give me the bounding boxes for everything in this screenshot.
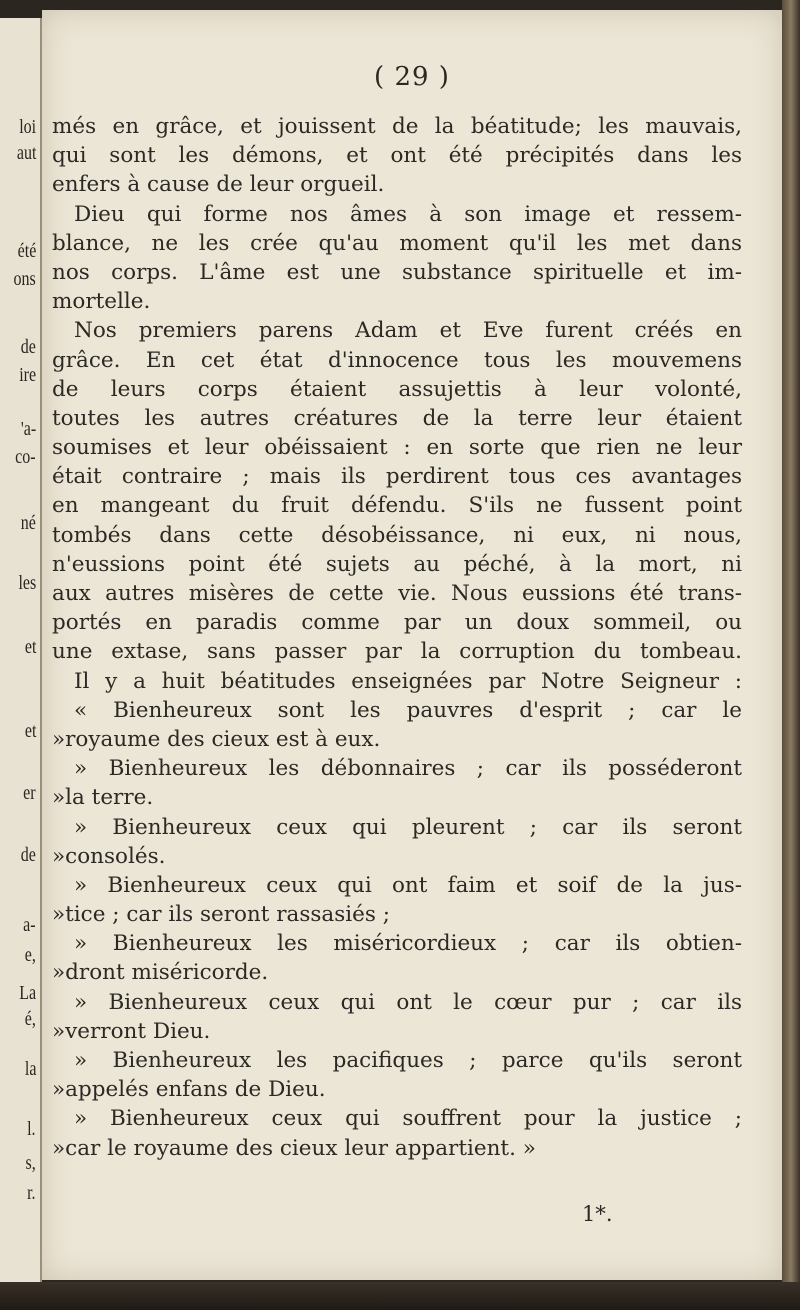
facing-page-fragment: er — [23, 782, 36, 804]
facing-page-fragment: é, — [24, 1008, 36, 1030]
text-line: tombés dans cette désobéissance, ni eux, ni nous, — [52, 522, 742, 548]
body-text — [52, 112, 742, 1163]
text-line: » Bienheureux ceux qui pleurent ; car ils seront — [74, 814, 742, 840]
text-line: blance, ne les crée qu'au moment qu'il les met dans — [52, 230, 742, 256]
facing-page-fragment: s, — [25, 1152, 36, 1174]
text-line: « Bienheureux sont les pauvres d'esprit ; car le — [74, 697, 742, 723]
text-line: »consolés. — [52, 843, 166, 869]
text-line: qui sont les démons, et ont été précipités dans les — [52, 143, 742, 169]
text-line: » Bienheureux les miséricordieux ; car ils obtien- — [74, 931, 742, 957]
facing-page-fragment: e, — [24, 944, 36, 966]
text-line: n'eussions point été sujets au péché, à la mort, ni — [52, 551, 742, 577]
text-line: » Bienheureux ceux qui ont faim et soif de la jus- — [74, 872, 742, 898]
facing-page-fragment: co- — [15, 446, 36, 468]
facing-page-fragment: l. — [27, 1118, 36, 1140]
text-line: »tice ; car ils seront rassasiés ; — [52, 902, 390, 928]
text-line: » Bienheureux les débonnaires ; car ils posséderont — [74, 756, 742, 782]
right-page-edge — [782, 0, 800, 1310]
page-number: ( 29 ) — [374, 62, 450, 92]
facing-page-fragment: les — [18, 572, 36, 594]
facing-page-fragment: a- — [23, 914, 36, 936]
text-line: soumises et leur obéissaient : en sorte que rien ne leur — [52, 435, 742, 461]
facing-page-fragment: de — [20, 336, 36, 358]
text-line: més en grâce, et jouissent de la béatitude; les mauvais, — [52, 114, 742, 139]
signature-mark: 1*. — [582, 1202, 613, 1226]
facing-page-fragment: été — [17, 240, 36, 262]
facing-page-fragment: la — [24, 1058, 36, 1080]
text-line: Il y a huit béatitudes enseignées par Notre Seigneur : — [74, 668, 742, 694]
text-line: mortelle. — [52, 289, 151, 315]
text-line: »appelés enfans de Dieu. — [52, 1077, 326, 1103]
facing-page-fragment: r. — [27, 1182, 36, 1204]
text-line: enfers à cause de leur orgueil. — [52, 172, 385, 198]
facing-page-fragment: aut — [16, 142, 36, 164]
text-line: était contraire ; mais ils perdirent tous ces avantages — [52, 464, 742, 490]
text-line: »verront Dieu. — [52, 1018, 211, 1044]
text-line: une extase, sans passer par la corruption du tombeau. — [52, 639, 742, 665]
text-line: » Bienheureux ceux qui souffrent pour la justice ; — [74, 1106, 742, 1132]
text-line: »car le royaume des cieux leur appartient. » — [52, 1135, 536, 1161]
facing-page-fragment: et — [24, 720, 36, 742]
text-line: portés en paradis comme par un doux sommeil, ou — [52, 610, 742, 636]
text-line: en mangeant du fruit défendu. S'ils ne fussent point — [52, 493, 742, 519]
bottom-page-edge — [0, 1282, 800, 1310]
text-line: Dieu qui forme nos âmes à son image et ressem- — [74, 201, 742, 227]
text-line: » Bienheureux ceux qui ont le cœur pur ; car ils — [74, 989, 742, 1015]
text-line: »la terre. — [52, 785, 154, 811]
facing-page-edge — [0, 18, 42, 1283]
facing-page-fragment: ons — [13, 268, 36, 290]
text-line: nos corps. L'âme est une substance spirituelle et im- — [52, 259, 742, 285]
facing-page-fragment: ire — [19, 364, 36, 386]
text-line: Nos premiers parens Adam et Eve furent créés en — [74, 318, 742, 344]
facing-page-fragment: et — [24, 636, 36, 658]
facing-page-fragment: loi — [19, 116, 36, 138]
text-line: »dront miséricorde. — [52, 960, 269, 986]
facing-page-fragment: de — [20, 844, 36, 866]
text-line: de leurs corps étaient assujettis à leur volonté, — [52, 376, 742, 402]
text-line: grâce. En cet état d'innocence tous les mouvemens — [52, 347, 742, 373]
text-line: toutes les autres créatures de la terre leur étaient — [52, 405, 742, 431]
facing-page-fragment: La — [19, 982, 36, 1004]
facing-page-fragment: né — [20, 512, 36, 534]
text-line: » Bienheureux les pacifiques ; parce qu'ils seront — [74, 1048, 742, 1073]
book-page — [42, 10, 782, 1280]
text-line: »royaume des cieux est à eux. — [52, 726, 381, 752]
facing-page-fragment: 'a- — [20, 418, 36, 440]
text-line: aux autres misères de cette vie. Nous eussions été trans- — [52, 581, 742, 606]
